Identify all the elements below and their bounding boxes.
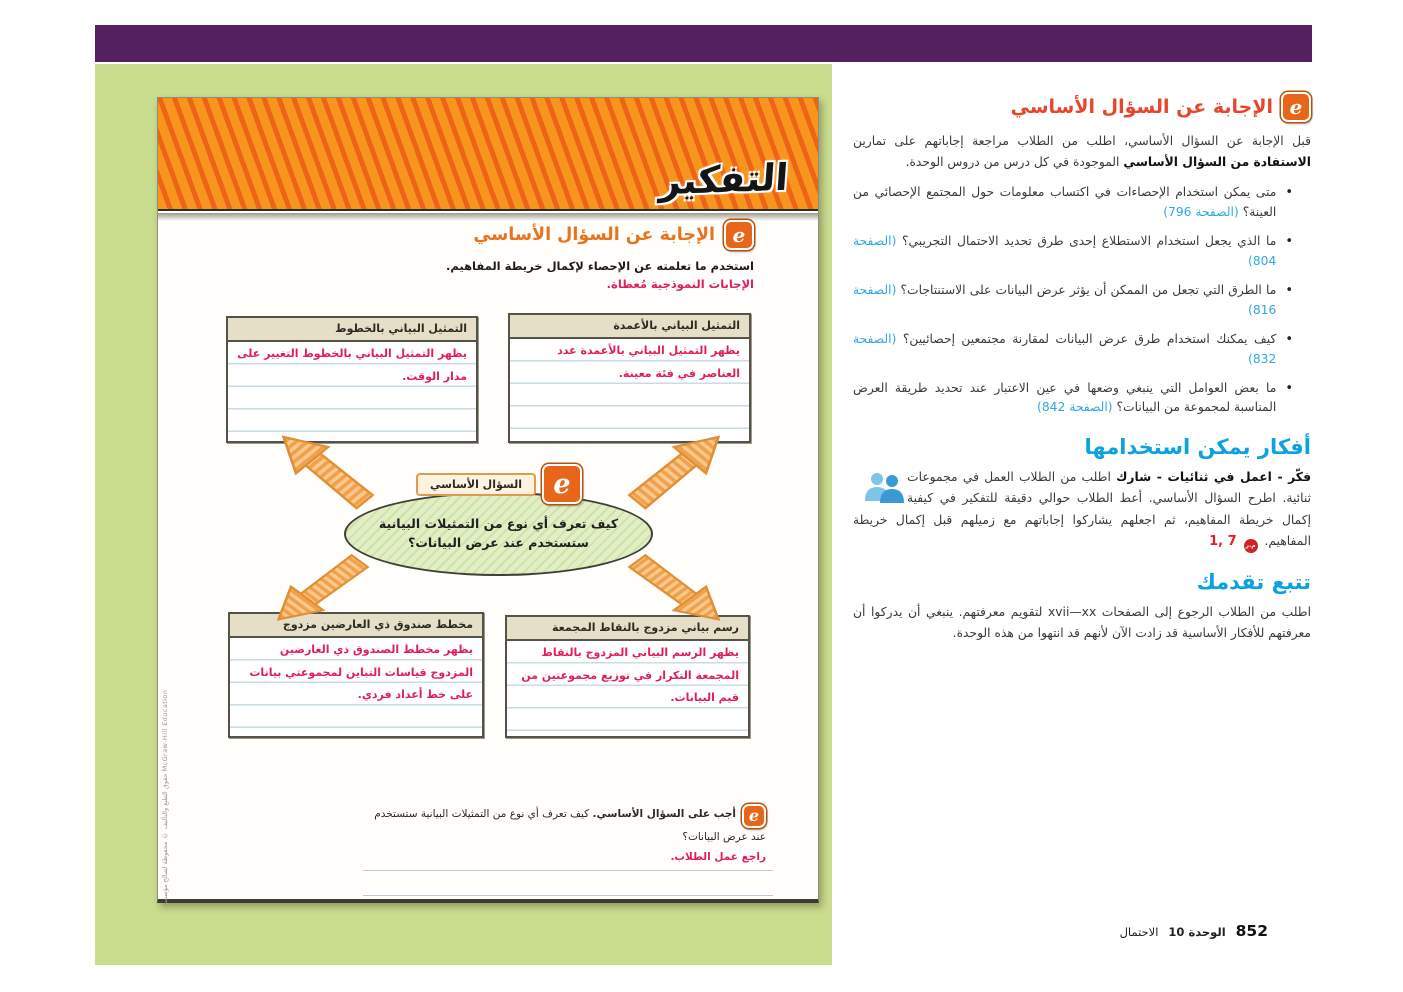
page-reference: (الصفحة 842) (1037, 400, 1113, 415)
bullet-question: ما الطرق التي تجعل من الممكن أن يؤثر عرض البيانات على الاستنتاجات؟ (896, 282, 1277, 297)
bullet-icon: • (1285, 331, 1293, 347)
arrow-up-right-icon (624, 434, 722, 514)
answer-prompt-note: راجع عمل الطلاب. (670, 851, 766, 864)
concept-box-double-dot-plot (505, 615, 750, 738)
essential-question-oval (344, 492, 653, 576)
answer-prompt-bold: أجب على السؤال الأساسي. (592, 808, 736, 820)
sidebar-section2-title: أفكار يمكن استخدامها (1084, 435, 1311, 460)
bullet-icon: • (1285, 282, 1293, 298)
arrow-up-left-icon (280, 434, 378, 514)
answer-prompt-section (358, 804, 766, 867)
essential-question-label-text: السؤال الأساسي (416, 473, 536, 496)
page-reference: (الصفحة 804) (853, 234, 1277, 268)
bullet-question: ما بعض العوامل التي ينبغي وضعها في عين الاعتبار عند تحديد طريقة العرض المناسبة لمجموعة من البيانات؟ (853, 380, 1277, 415)
bullet-icon: • (1285, 185, 1293, 201)
page-reference: (الصفحة 832) (853, 331, 1277, 366)
list-item (853, 183, 1293, 223)
sidebar-section1-heading (853, 92, 1311, 122)
arrow-down-right-icon (624, 550, 722, 622)
bullet-question: كيف يمكنك استخدام طرق عرض البيانات لمقارنة مجتمعين إحصائيين؟ (896, 331, 1277, 346)
worksheet-answer-note: الإجابات النموذجية مُعطاة. (606, 277, 754, 291)
concept-box-answer: يظهر مخطط الصندوق ذي العارضين المزدوج قياسات التباين لمجموعتي بيانات على خط أعداد فردي. (249, 643, 473, 701)
think-pair-share-icon (861, 471, 907, 505)
essential-question-icon: e (724, 220, 754, 250)
essential-question-text: كيف تعرف أي نوع من التمثيلات البيانية ستستخدم عند عرض البيانات؟ (378, 516, 619, 550)
list-item (853, 281, 1293, 321)
arrow-down-left-icon (275, 550, 373, 622)
answer-prompt-text: كيف تعرف أي نوع من التمثيلات البيانية ستستخدم عند عرض البيانات؟ (374, 808, 766, 843)
unit-label: الوحدة 10 (1168, 925, 1226, 939)
math-practice-badge-icon: م.ر (1244, 539, 1258, 553)
top-purple-bar (95, 25, 1312, 62)
concept-box-write-area (230, 638, 482, 736)
page-reference: (الصفحة 816) (853, 282, 1277, 317)
sidebar-section1-intro (853, 131, 1311, 173)
list-item (853, 379, 1293, 419)
concept-box-title: رسم بياني مزدوج بالنقاط المجمعة (507, 617, 748, 641)
concept-box-write-area (510, 339, 749, 441)
worksheet-section-title: الإجابة عن السؤال الأساسي (473, 225, 715, 245)
concept-box-line-graph (226, 316, 478, 443)
list-item (853, 330, 1293, 370)
worksheet-banner (158, 98, 818, 211)
worksheet-instruction: استخدم ما تعلمته عن الإحصاء لإكمال خريطة المفاهيم. (446, 259, 754, 273)
question-bullet-list (853, 183, 1293, 418)
page-reference: (الصفحة 796) (1163, 205, 1239, 220)
intro-pre: قبل الإجابة عن السؤال الأساسي، اطلب من الطلاب مراجعة إجاباتهم على تمارين (853, 134, 1311, 148)
strategy-bold: فكّر - اعمل في ثنائيات - شارك (1116, 470, 1311, 485)
bullet-icon: • (1285, 380, 1293, 396)
worksheet-heading-section (314, 220, 754, 291)
essential-question-icon: e (1281, 92, 1311, 122)
sidebar-section3-title: تتبع تقدمك (1196, 570, 1311, 595)
concept-box-title: مخطط صندوق ذي العارضين مزدوج (230, 614, 482, 638)
concept-box-title: التمثيل البياني بالخطوط (228, 318, 476, 342)
essential-question-icon: e (742, 804, 766, 828)
worksheet-page (157, 97, 819, 906)
standards-numbers: 1, 7 (1209, 533, 1237, 549)
intro-post: الموجودة في كل درس من دروس الوحدة. (905, 155, 1124, 170)
concept-box-bar-graph (508, 313, 751, 443)
sidebar-section3-body: اطلب من الطلاب الرجوع إلى الصفحات xvii—xx لتقويم معرفتهم. ينبغي أن يدركوا أن معرفتهم للأفكار الأساسية قد زادت الآن لأنهم قد انتهوا من هذه الوحدة. (853, 605, 1312, 641)
concept-box-write-area (507, 641, 748, 736)
concept-box-answer: يظهر التمثيل البياني بالأعمدة عدد العناصر في فئة معينة. (557, 344, 740, 380)
sidebar-section2-body (853, 467, 1311, 553)
sidebar-section1-title: الإجابة عن السؤال الأساسي (1010, 96, 1273, 118)
concept-box-answer: يظهر التمثيل البياني بالخطوط التغيير على مدار الوقت. (237, 347, 467, 383)
page-footer (1120, 922, 1268, 940)
essential-question-icon: e (542, 464, 582, 504)
page-number: 852 (1235, 922, 1268, 940)
copyright-vertical-text: حقوق الطبع والتأليف © محفوظة لصالح مؤسسة McGraw-Hill Education (161, 689, 169, 906)
answer-write-line (363, 895, 773, 896)
essential-question-label (416, 464, 582, 504)
concept-box-title: التمثيل البياني بالأعمدة (510, 315, 749, 339)
worksheet-banner-title: التفكير (658, 155, 790, 204)
concept-box-write-area (228, 342, 476, 441)
intro-bold: الاستفادة من السؤال الأساسي (1123, 155, 1311, 170)
bullet-question: ما الذي يجعل استخدام الاستطلاع إحدى طرق تحديد الاحتمال التجريبي؟ (896, 234, 1277, 249)
concept-box-double-box-plot (228, 612, 484, 738)
bullet-icon: • (1285, 234, 1293, 250)
answer-write-line (363, 870, 773, 871)
bullet-question: متى يمكن استخدام الإحصاءات في اكتساب معلومات حول المجتمع الإحصائي من العينة؟ (853, 185, 1277, 220)
teacher-notes-column (853, 92, 1311, 644)
section2-text: اطلب من الطلاب العمل في مجموعات ثنائية. اطرح السؤال الأساسي. أعط الطلاب حوالي دقيقة للتفكير في كيفية إكمال خريطة المفاهيم، ثم اجعلهم يشاركوا إجاباتهم مع زميلهم قبل إكمال خريطة المفاهيم. (853, 470, 1311, 548)
concept-box-answer: يظهر الرسم البياني المزدوج بالنقاط المجمعة التكرار في توزيع مجموعتين من قيم البيانات. (521, 646, 739, 704)
list-item (853, 232, 1293, 272)
unit-subject: الاحتمال (1119, 925, 1159, 939)
